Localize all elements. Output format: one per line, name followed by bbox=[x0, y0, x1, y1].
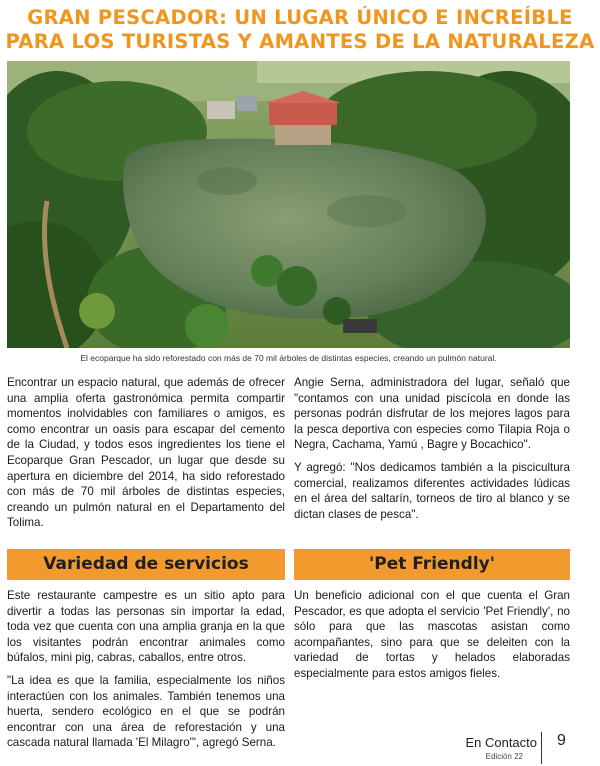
pet-friendly-paragraph: Un beneficio adicional con el que cuenta el Gran Pescador, es que adopta el servicio 'Pet Friendly', no sólo para que las mascotas asistan como acompañantes, sino para que se deleiten con la variedad de tortas y helados elaboradas especialmente para estos amigos fieles. bbox=[294, 589, 570, 680]
photo-caption: El ecoparque ha sido reforestado con más de 70 mil árboles de distintas especies, creando un pulmón natural. bbox=[80, 353, 497, 363]
services-paragraph-1: Este restaurante campestre es un sitio apto para divertir a todas las personas sin importar la edad, toda vez que cuenta con una amplia granja en la que los visitantes podrán encontrar animales como búfalos, mini pig, cabras, caballos, entre otros. bbox=[7, 589, 285, 665]
quote-paragraph-2: Y agregó: "Nos dedicamos también a la piscicultura comercial, realizamos diferentes actividades lúdicas en el área del saltarín, torneos de tiro al blanco y se dictan clases de pesca". bbox=[294, 460, 570, 521]
pet-friendly-heading: 'Pet Friendly' bbox=[294, 549, 570, 580]
pet-friendly-column bbox=[294, 588, 570, 689]
page-headline bbox=[0, 6, 600, 54]
services-column bbox=[7, 588, 285, 758]
headline-line-1: GRAN PESCADOR: UN LUGAR ÚNICO E INCREÍBLE bbox=[27, 6, 573, 29]
quote-paragraph-1: Angie Serna, administradora del lugar, señaló que "contamos con una unidad piscícola en donde las personas podrán disfrutar de los mejores lagos para la pesca deportiva con especies como Tilapia Roja o Negra, Cachama, Yamú , Bagre y Bocachico". bbox=[294, 376, 570, 452]
publication-name: En Contacto bbox=[465, 735, 537, 750]
intro-paragraph: Encontrar un espacio natural, que además de ofrecer una amplia oferta gastronómica permita compartir momentos inolvidables con familiares o amigos, es como encontrar un oasis para escapar del cemento de la Ciudad, y todos esos ingredientes los tiene el Ecoparque Gran Pescador, un lugar que desde su apertura en diciembre del 2014, ha sido reforestado con más de 70 mil árboles de distintas especies, creando un pulmón natural en el Departamento del Tolima. bbox=[7, 376, 285, 530]
footer-divider bbox=[541, 732, 542, 764]
edition-label: Edición 22 bbox=[485, 752, 523, 761]
aerial-lake-photo bbox=[7, 61, 570, 348]
services-heading: Variedad de servicios bbox=[7, 549, 285, 580]
intro-right-column bbox=[294, 375, 570, 529]
intro-left-column bbox=[7, 375, 285, 538]
page-number: 9 bbox=[557, 732, 566, 749]
headline-line-2: PARA LOS TURISTAS Y AMANTES DE LA NATURALEZA bbox=[5, 30, 595, 53]
services-paragraph-2: "La idea es que la familia, especialmente los niños interactúen con los animales. También tenemos una huerta, sendero ecológico en el que se podrán encontrar con una área de reforestación y una cascada natural llamada 'El Milagro'", agregó Serna. bbox=[7, 673, 285, 750]
